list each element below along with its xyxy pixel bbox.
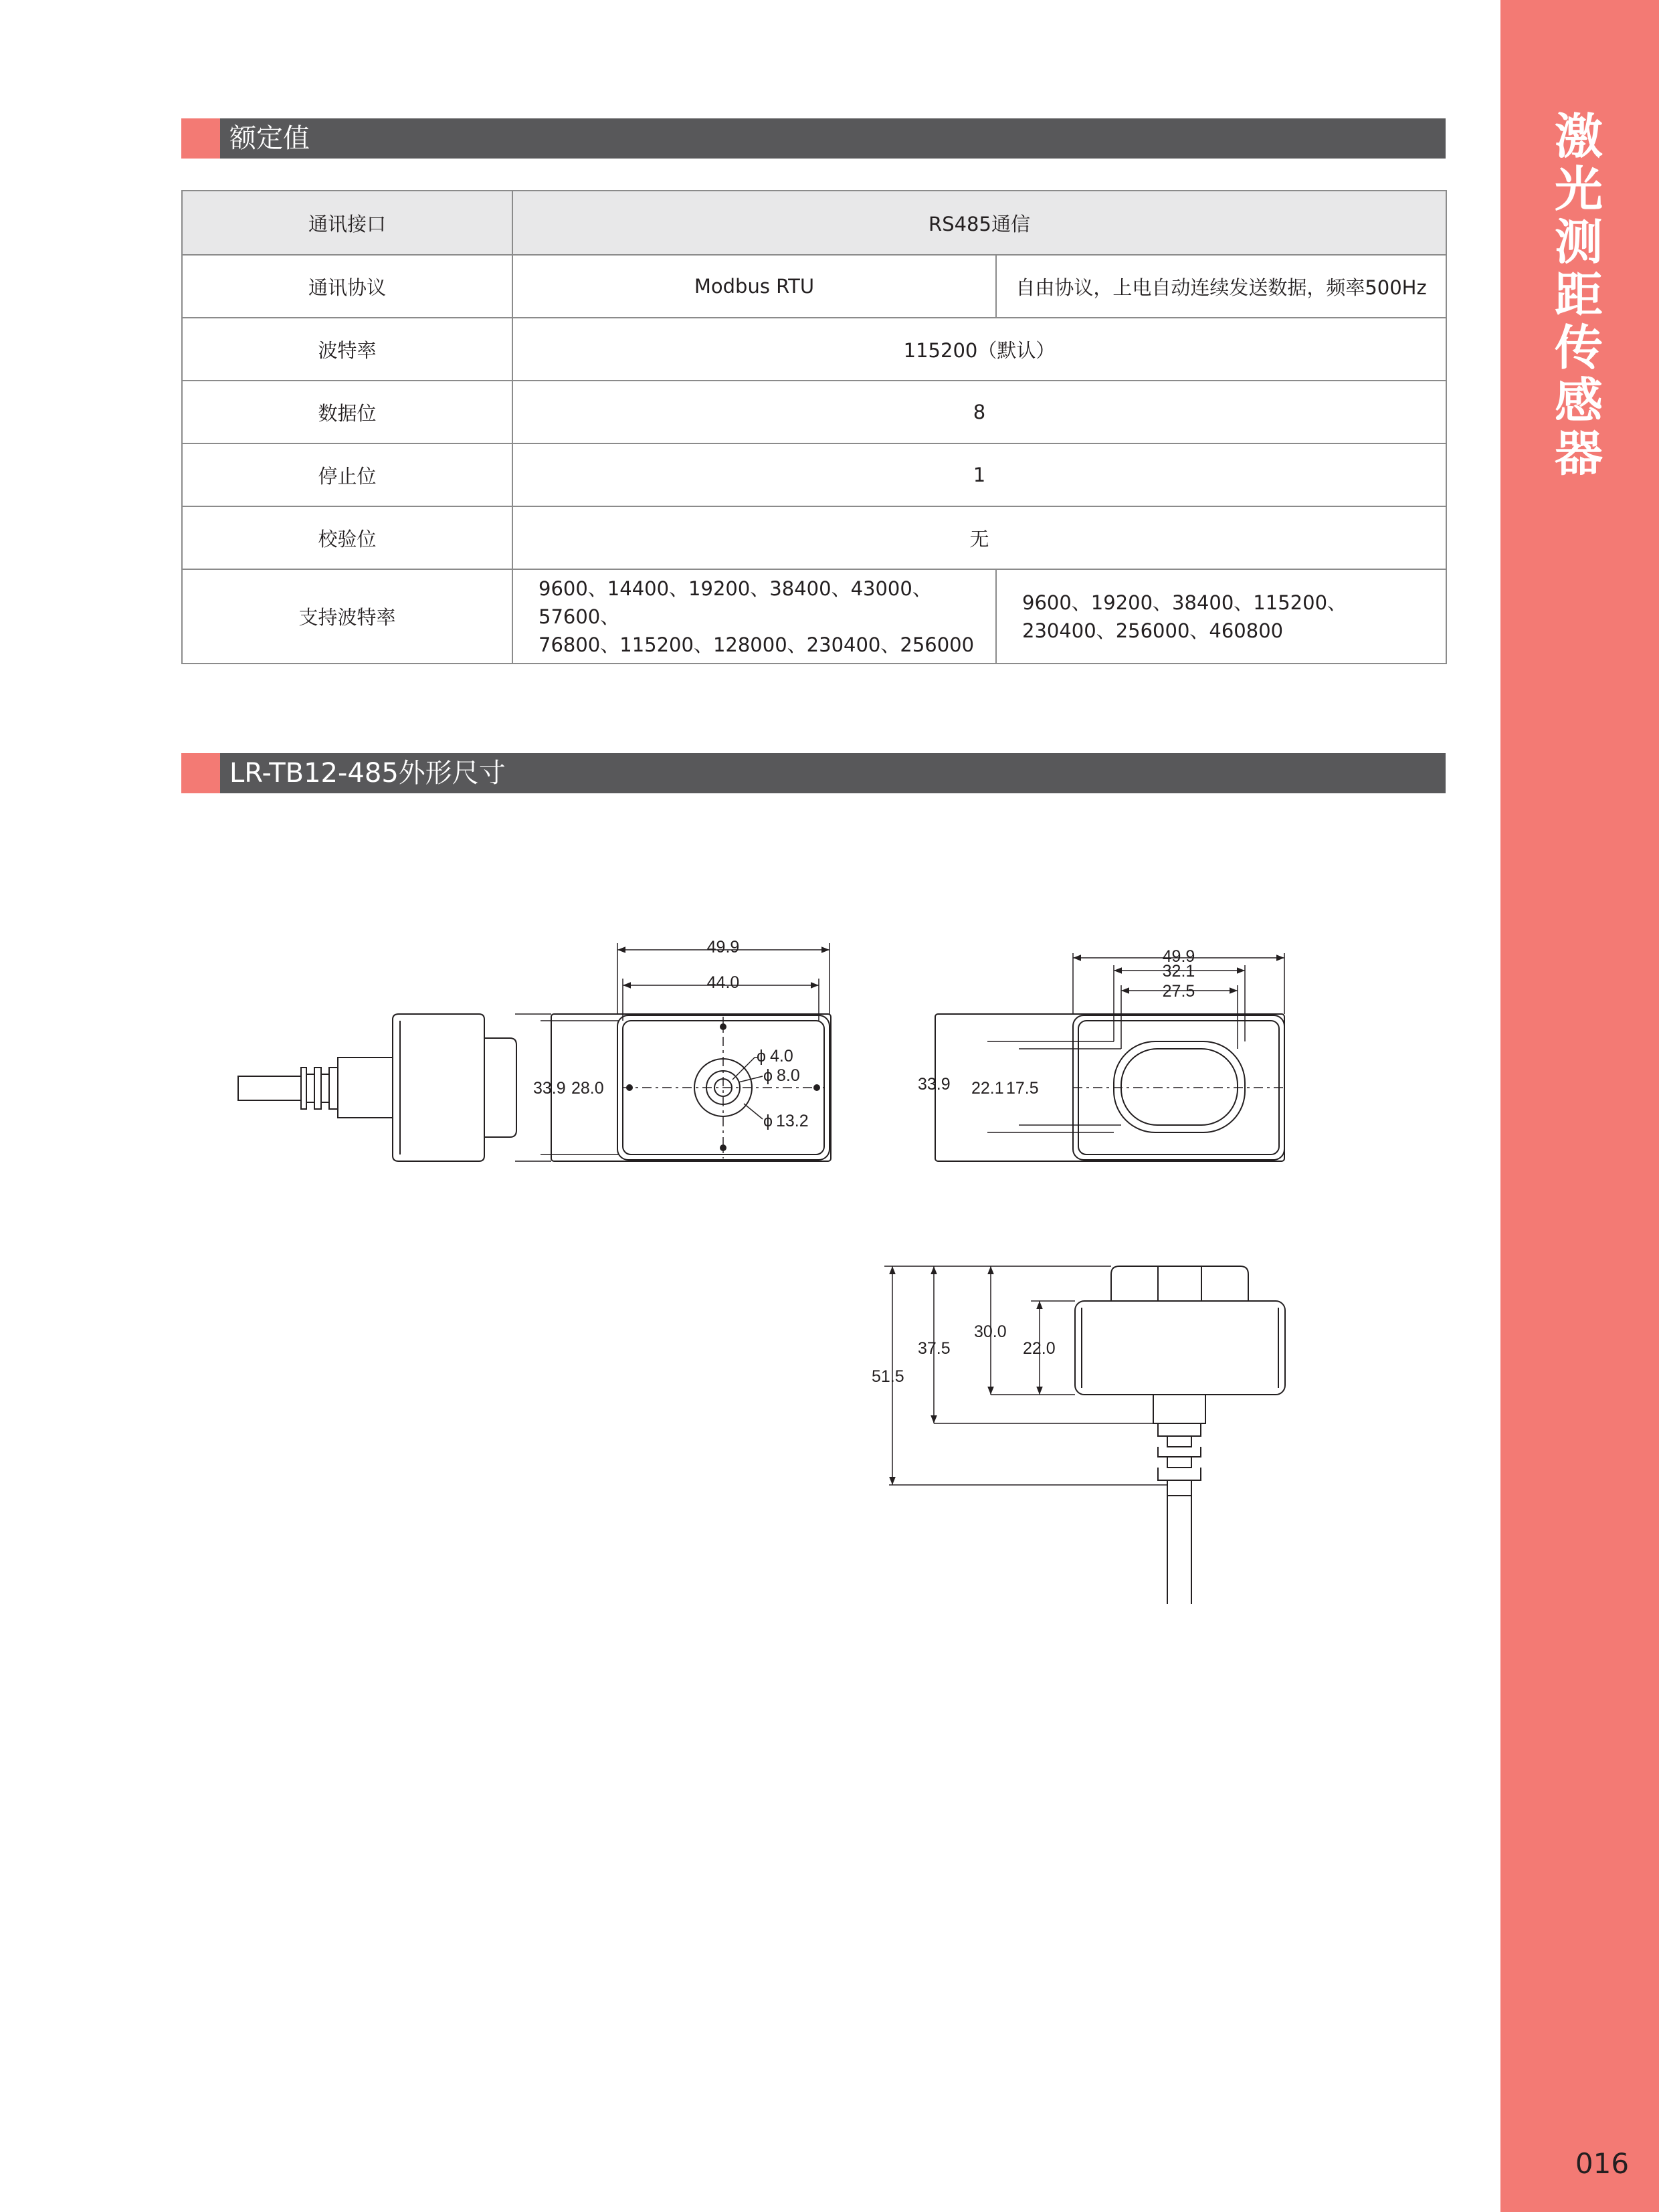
sidebar-title-char: 感 (1554, 373, 1603, 429)
sidebar-title-char: 距 (1554, 267, 1603, 323)
dim-label: 37.5 (918, 1339, 951, 1358)
section-accent (181, 118, 220, 159)
dim-label: 33.9 (918, 1075, 951, 1094)
dim-label: 8.0 (777, 1066, 800, 1085)
dim-label: 30.0 (974, 1322, 1007, 1341)
dim-label: 32.1 (1162, 962, 1195, 981)
table-row (182, 569, 1446, 664)
front-view (515, 938, 831, 1161)
section-accent (181, 753, 220, 793)
dim-label: 49.9 (1162, 947, 1195, 966)
row-value (512, 569, 996, 664)
dim-label: 22.0 (1023, 1339, 1056, 1358)
sidebar-title (1539, 110, 1619, 480)
dim-label: 22.1 (971, 1079, 1004, 1098)
dim-label: 13.2 (776, 1112, 809, 1130)
spec-table (181, 190, 1447, 664)
table-row (182, 191, 1446, 255)
sidebar-title-char: 激 (1554, 108, 1603, 165)
dim-label: 51.5 (872, 1367, 904, 1386)
baud-line: 230400、256000、460800 (1022, 619, 1284, 642)
baud-line: 9600、19200、38400、115200、 (1022, 591, 1347, 614)
section-header-rated (181, 118, 1446, 159)
row-label: 支持波特率 (182, 569, 512, 664)
table-row (182, 318, 1446, 381)
row-label: 校验位 (182, 506, 512, 569)
row-label: 停止位 (182, 443, 512, 506)
section-header-dimensions (181, 753, 1446, 793)
section-title: LR-TB12-485外形尺寸 (229, 758, 506, 789)
dim-label: 4.0 (770, 1047, 793, 1066)
sidebar-title-char: 测 (1554, 214, 1603, 270)
sidebar-title-char: 器 (1554, 425, 1603, 482)
section-title: 额定值 (229, 123, 310, 154)
dim-label: 27.5 (1162, 982, 1195, 1001)
table-row (182, 255, 1446, 318)
dim-label: 28.0 (571, 1079, 604, 1098)
dim-label: 17.5 (1006, 1079, 1039, 1098)
sidebar-title-char: 传 (1554, 320, 1603, 376)
table-row (182, 443, 1446, 506)
dim-label: 33.9 (533, 1079, 566, 1098)
row-value: 无 (512, 506, 1446, 569)
back-view (918, 947, 1284, 1161)
row-value (996, 569, 1446, 664)
row-label: 数据位 (182, 381, 512, 443)
sidebar-title-char: 光 (1554, 161, 1603, 217)
row-label: 通讯协议 (182, 255, 512, 318)
table-row (182, 506, 1446, 569)
row-value: 8 (512, 381, 1446, 443)
row-value: RS485通信 (512, 191, 1446, 255)
row-value: 自由协议，上电自动连续发送数据，频率500Hz (996, 255, 1446, 318)
dim-label: 49.9 (706, 938, 740, 957)
diameter-symbol: ϕ (763, 1112, 773, 1130)
side-view (872, 1266, 1285, 1604)
row-value: 1 (512, 443, 1446, 506)
row-value: Modbus RTU (512, 255, 996, 318)
row-value: 115200（默认） (512, 318, 1446, 381)
baud-line: 76800、115200、128000、230400、256000 (539, 633, 975, 656)
side-profile-view (238, 1014, 516, 1161)
table-row (182, 381, 1446, 443)
row-label: 波特率 (182, 318, 512, 381)
diameter-symbol: ϕ (757, 1047, 767, 1066)
page-number: 016 (1575, 2147, 1630, 2180)
dim-label: 44.0 (706, 973, 740, 992)
baud-line: 9600、14400、19200、38400、43000、57600、 (539, 577, 932, 628)
diameter-symbol: ϕ (763, 1066, 773, 1085)
row-label: 通讯接口 (182, 191, 512, 255)
